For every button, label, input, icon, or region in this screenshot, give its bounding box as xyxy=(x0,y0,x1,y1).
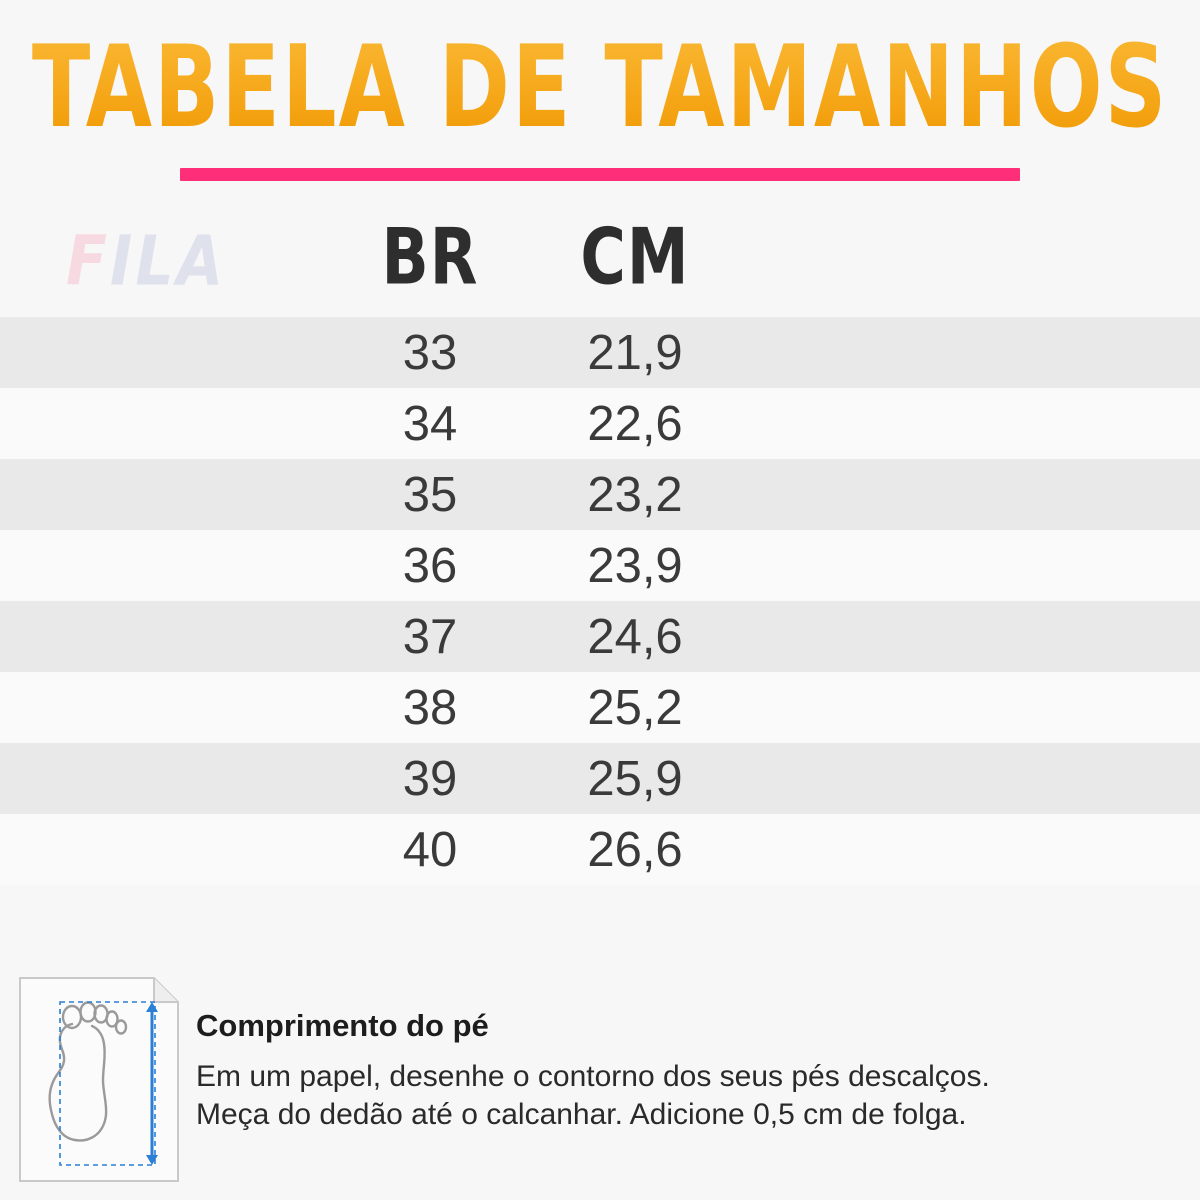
fila-logo-letter-i: I xyxy=(110,221,136,302)
cell-br: 36 xyxy=(402,538,458,593)
table-row xyxy=(0,672,1200,743)
cell-br: 39 xyxy=(402,751,458,806)
title-underline xyxy=(180,168,1020,181)
cell-br: 38 xyxy=(402,680,458,735)
footer-line-1: Em um papel, desenhe o contorno dos seus pés descalços. xyxy=(196,1060,990,1093)
size-table xyxy=(0,317,1200,885)
table-row xyxy=(0,388,1200,459)
cell-br: 35 xyxy=(402,467,458,522)
cell-cm: 25,2 xyxy=(587,680,683,735)
cell-cm: 25,9 xyxy=(587,751,683,806)
column-header-br: BR xyxy=(381,211,479,303)
footer-title: Comprimento do pé xyxy=(196,1008,489,1043)
foot-outline-measure-icon xyxy=(0,972,182,1192)
cell-cm: 22,6 xyxy=(587,396,683,451)
footer-instructions xyxy=(0,960,1200,1200)
table-row xyxy=(0,317,1200,388)
cell-cm: 24,6 xyxy=(587,609,683,664)
table-header-row xyxy=(0,205,1200,317)
footer-line-2: Meça do dedão até o calcanhar. Adicione 0,5 cm de folga. xyxy=(196,1097,967,1131)
footer-text-block xyxy=(182,972,990,1134)
cell-cm: 26,6 xyxy=(587,822,683,877)
cell-br: 40 xyxy=(402,822,458,877)
fila-logo-letter-l: L xyxy=(135,221,177,302)
column-header-cm: CM xyxy=(580,211,690,303)
cell-cm: 23,9 xyxy=(587,538,683,593)
table-row xyxy=(0,530,1200,601)
cell-br: 33 xyxy=(402,325,458,380)
cell-cm: 21,9 xyxy=(587,325,683,380)
cell-br: 37 xyxy=(402,609,458,664)
cell-cm: 23,2 xyxy=(587,467,683,522)
table-row xyxy=(0,814,1200,885)
page-title: TABELA DE TAMANHOS xyxy=(31,20,1169,153)
cell-br: 34 xyxy=(402,396,458,451)
fila-logo-letter-f: F xyxy=(66,221,110,302)
table-row xyxy=(0,601,1200,672)
fila-logo-letter-a: A xyxy=(176,221,226,302)
title-block xyxy=(0,0,1200,181)
table-row xyxy=(0,459,1200,530)
table-row xyxy=(0,743,1200,814)
